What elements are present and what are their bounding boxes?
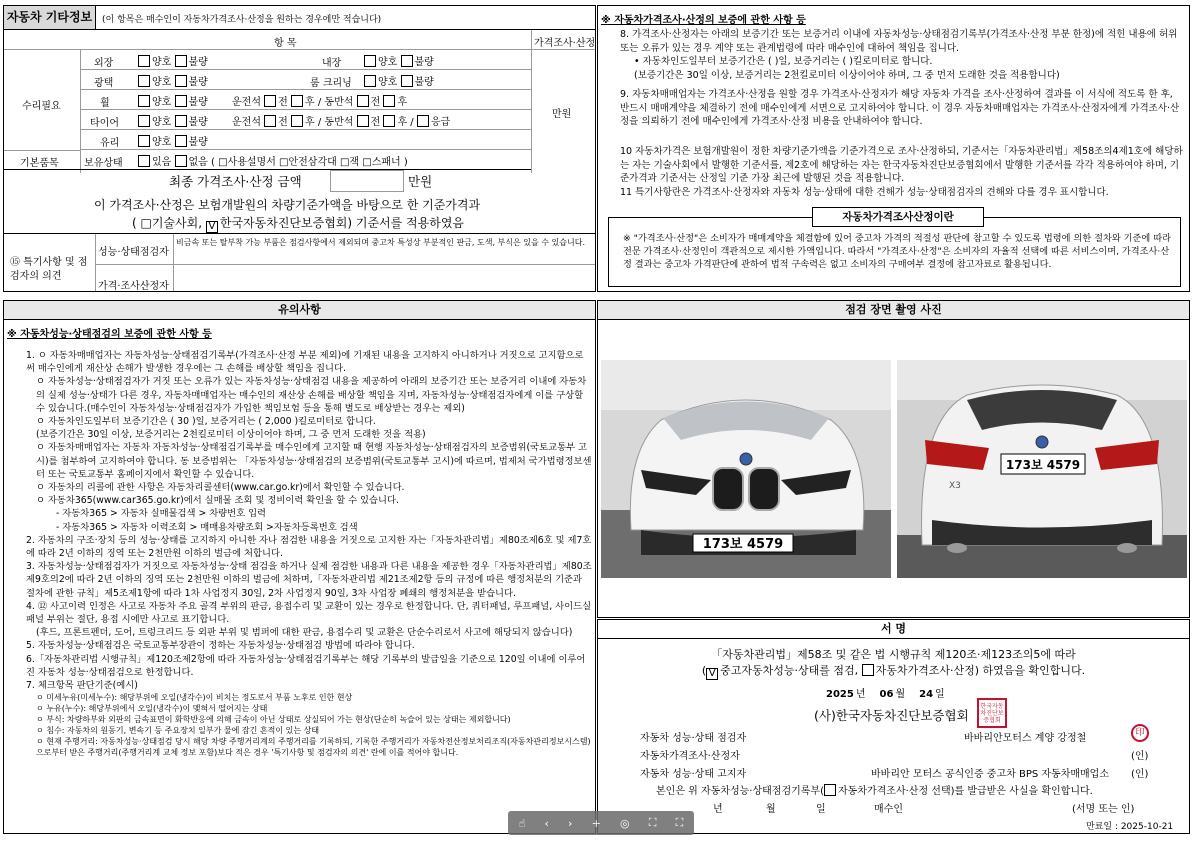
viewer-target-icon[interactable]: ◎ [620,816,630,830]
notifier-row-value: 바바리안 모터스 공식인증 중고차 BPS 자동차매매업소 [871,769,1109,780]
row-tire [80,110,531,130]
note-item: ㅇ 자동차성능·상태점검자가 거짓 또는 오류가 있는 자동차성능·상태점검 내용을 제공하여 아래의 보증기간 또는 보증거리 이내에 자동차의 실제 성능·상태가 다른 경우, 자동차매매업자는 매수인의 재산상 손해를 배상할 책임을 지며, 자동차성능·상태점검자에게 이를 구상할 수 있습니다.(매수인이 자동차성능·상태점검자가 가입한 책임보험 등을 통해 별도로 배상받는 경우는 제외) [36,376,587,414]
standard-line-1: 이 가격조사·산정은 보험개발원의 차량기준가액을 바탕으로 한 기준가격과 [94,198,481,212]
inspector-row-value: 바바리안모터스 계양 강정철 [964,733,1087,744]
basic-items-label: 기본품목 [20,158,59,169]
appraiser-row-label: 자동차가격조사·산정자 [640,751,740,762]
viewer-zoom-in-icon[interactable]: + [591,816,601,830]
label-exterior: 외장 [94,58,114,69]
section-title: 자동차 기타정보 [4,6,96,29]
good-label: 양호 [152,117,172,128]
sig-month: 06 [879,689,894,700]
org-seal [977,698,1007,728]
viewer-fullscreen-icon[interactable]: ⛶ [675,816,684,829]
note-item: 1. ㅇ 자동차매매업자는 자동차성능·상태점검기록부(가격조사·산정 부분 제외)에 기재된 내용을 고지하지 아니하거나 거짓으로 고지함으로써 매수인에게 재산상 손해가 발생한 경우에는 그 손해를 배상할 책임을 집니다. [26,350,584,375]
checkbox-tire-pass-front[interactable] [357,115,369,127]
checkbox-wheel-good[interactable] [138,95,150,107]
label-emergency: 응급 [430,117,451,128]
note-item: 6.「자동차관리법 시행규칙」제120조제2항에 따라 자동차성능·상태점검기록부는 해당 기록부의 발급일을 기준으로 120일 이내에 이루어진 자동차 성능·상태점검으로 한정합니다. [26,653,586,678]
signature-date [826,685,945,700]
label-interior: 내장 [322,58,342,69]
checkbox-tire-pass-rear[interactable] [383,115,395,127]
guarantee-clause-11: 11 특기사항란은 가격조사·산정자와 자동차 성능·상태에 대한 견해가 성능·상태점검자의 견해와 다를 경우 표시합니다. [620,187,1109,198]
special-notes-label: ⑮ 특기사항 및 점검자의 의견 [10,257,88,282]
row-glass [80,130,531,150]
bad-label: 불량 [414,77,434,88]
note-item: ㅇ 현재 주행거리: 자동차성능·상태점검 당시 해당 차량 주행거리계의 주행거리를 기록하되, 기록한 주행거리가 자동차전산정보처리조직(자동차관리정보시스템)으로부터 받은 주행거리(주행거리계 교체 정보 포함)보다 적은 경우 '특기사항 및 점검자의 의견' 란에 이를 적어야 합니다. [36,737,591,758]
checkbox-glass-good[interactable] [138,135,150,147]
label-wheel: 휠 [100,98,110,109]
checkbox-exterior-good[interactable] [138,55,150,67]
good-label: 양호 [152,137,172,148]
viewer-hand-icon[interactable]: ☝ [518,816,526,830]
label-tire: 타이어 [90,118,119,129]
label-front: 전 [370,117,381,128]
bad-label: 불량 [414,57,434,68]
inspector-row-label: 자동차 성능·상태 점검자 [640,733,747,744]
final-amount-label: 최종 가격조사·산정 금액 [169,174,302,189]
checkbox-tire-emergency[interactable] [417,115,429,127]
front-car-photo [601,360,891,578]
bad-label: 불량 [188,57,208,68]
inspector-opinion: 비금속 또는 탈부착 가능 부품은 점검사항에서 제외되며 중고차 특성상 부분적인 판금, 도색, 부식은 있을 수 있습니다. [176,238,585,247]
row-gloss [80,70,531,90]
owned-yes-label: 있음 [152,157,172,168]
note-item: 7. 체크항목 판단기준(예시) [26,680,138,692]
notes-header: 유의사항 [4,301,595,320]
clause-8-period: • 자동차인도일부터 보증기간은 ( )일, 보증거리는 ( )킬로미터로 합니다. [634,56,933,67]
checkbox-owned-no[interactable] [175,155,187,167]
label-front: 전 [278,117,288,128]
notes-title: ※ 자동차성능·상태점검의 보증에 관한 사항 등 [7,329,212,340]
photos-header: 점검 장면 촬영 사진 [598,301,1189,320]
bad-label: 불량 [188,97,208,108]
owned-items-list: ( □사용설명서 □안전삼각대 □잭 □스패너 ) [211,157,408,168]
notifier-row-seal: (인) [1131,769,1149,780]
buyer-month-unit: 월 [766,804,776,815]
note-item: ㅇ 누유(누수): 해당부위에서 오일(냉각수)이 맺혀서 떨어지는 상태 [36,704,268,714]
bad-label: 불량 [188,117,208,128]
checkbox-wheel-pass-front[interactable] [357,95,369,107]
checkbox-wheel-pass-rear[interactable] [383,95,395,107]
checkbox-price-appraisal[interactable] [862,664,874,676]
std-technical-society: ( □기술사회, [132,216,203,230]
viewer-next-icon[interactable]: › [568,816,573,830]
label-front: 전 [370,97,381,108]
rear-car-photo [897,360,1187,578]
clause-8-note: (보증기간은 30일 이상, 보증거리는 2천킬로미터 이상이어야 하며, 그 중 먼저 도래한 것을 적용합니다) [634,69,1060,81]
price-guarantee-section [597,5,1190,292]
label-rear: 후 [397,97,408,108]
guarantee-clause-9: 9. 자동차매매업자는 가격조사·산정을 원할 경우 가격조사·산정자가 해당 자동차 가격을 조사·산정하여 결과를 이 서식에 적도록 한 후, 반드시 매매계약을 체결하기 전에 매수인에게 서면으로 고지하여야 합니다. 이 경우 자동차매매업자는 가격조사·산정자에게 가격조사·산정을 의뢰하기 전에 매수인에게 가격조사·산정 비용을 안내하여야 합니다. [620,89,1180,127]
checkbox-performance-inspection[interactable]: V [706,668,718,680]
label-rear-passenger: 후 / 동반석 [305,97,354,108]
guarantee-clause-8 [620,28,1185,82]
standard-line-2 [132,214,464,233]
sig-paren: ( [701,664,707,677]
col-price-header: 가격조사·산정 [534,38,596,49]
viewer-prev-icon[interactable]: ‹ [544,816,549,830]
row-basic-items [4,150,531,170]
note-item: (후드, 프론트펜더, 도어, 트렁크리드 등 외판 부위 및 범퍼에 대한 판금, 용접수리 및 교환은 단순수리로서 사고에 해당되지 않습니다) [36,627,573,639]
label-glass: 유리 [100,138,120,149]
note-item: 4. ⑫ 사고이력 인정은 사고로 자동차 주요 골격 부위의 판금, 용접수리 및 교환이 있는 경우로 한정합니다. 단, 쿼터패널, 루프패널, 사이드실패널 부위는 절단, 용접 시에만 사고로 표기합니다. [26,600,592,626]
sig-performance-text: 중고자동차성능·상태를 점검, [720,664,859,677]
section-subtitle: (이 항목은 매수인이 자동차가격조사·산정을 원하는 경우에만 적습니다) [102,15,382,25]
checkbox-wheel-bad[interactable] [175,95,187,107]
std-kaida: 한국자동차진단보증협회) 기준서를 적용하였음 [219,216,465,230]
row-exterior [80,50,531,70]
note-item: 5. 자동차성능·상태점검은 국토교통부장관이 정하는 자동차성능·상태점검 방법에 따라야 합니다. [26,640,415,652]
checkbox-room-good[interactable] [364,75,376,87]
note-item: 3. 자동차성능·상태점검자가 거짓으로 자동차성능·상태 점검을 하거나 실제 점검한 내용과 다른 내용을 제공한 경우「자동차관리법」제80조제9호의2에 따라 2년 이하의 징역 또는 2천만원 이하의 벌금에 처하며,「자동차관리법 제21조제2항 등의 규정에 따른 행정처분의 기준과 절차에 관한 규칙」제5조제1항에 따라 1차 사업정지 30일, 2차 사업정지 90일, 3차 사업장 폐쇄의 행정처분을 받습니다. [26,561,592,599]
final-amount-unit: 만원 [408,174,433,189]
label-front: 전 [278,97,288,108]
checkbox-tire-driver-front[interactable] [264,115,276,127]
note-item: ㅇ 침수: 자동차의 원동기, 변속기 등 주요장치 일부가 물에 잠긴 흔적이 있는 상태 [36,726,320,736]
signature-line-2 [598,662,1189,680]
label-room-cleaning: 룸 크리닝 [310,78,352,89]
price-manwon: 만원 [552,109,572,120]
checkbox-room-bad[interactable] [401,75,413,87]
checkbox-gloss-good[interactable] [138,75,150,87]
receipt-text-b: 자동차가격조사·산정 선택)를 발급받은 사실을 확인합니다. [838,786,1093,797]
buyer-sign-placeholder: (서명 또는 인) [1072,804,1135,815]
owned-status-label: 보유상태 [84,158,123,169]
signature-org: (사)한국자동차진단보증협회 [814,708,969,723]
col-item-header: 항 목 [274,38,297,49]
bad-label: 불량 [188,77,208,88]
label-gloss: 광택 [94,78,114,89]
note-item: (보증기간은 30일 이상, 보증거리는 2천킬로미터 이상이어야 하며, 그 중 먼저 도래한 것을 적용) [36,429,426,441]
sig-day: 24 [919,689,934,700]
checkbox-interior-good[interactable] [364,55,376,67]
good-label: 양호 [152,97,172,108]
checkbox-wheel-driver-front[interactable] [264,95,276,107]
price-guarantee-title: ※ 자동차가격조사·산정의 보증에 관한 사항 등 [601,15,806,26]
note-item: 2. 자동차의 구조·장치 등의 성능·상태를 고지하지 아니한 자나 점검한 내용을 거짓으로 고지한 자는「자동차관리법」제80조제6호 및 제7호에 따라 2년 이하의 징역 또는 2천만원 이하의 벌금에 처합니다. [26,534,592,560]
expiry-date: 만료일 : 2025-10-21 [1086,822,1174,832]
checkbox-exterior-bad[interactable] [175,55,187,67]
rear-plate-text: 173보 4579 [1005,458,1081,472]
sig-price-text: 자동차가격조사·산정) 하였음을 확인합니다. [875,664,1086,677]
checkbox-kaida-checked[interactable]: V [206,221,218,233]
checkbox-gloss-bad[interactable] [175,75,187,87]
note-item: ㅇ 미세누유(미세누수): 해당부위에 오일(냉각수)이 비치는 정도로서 부품 노후로 인한 현상 [36,693,353,703]
notes-list [26,349,592,758]
note-item: - 자동차365 > 자동차 이력조회 > 매매용차량조회 >자동차등록번호 검색 [56,521,358,533]
label-driver: 운전석 [232,117,261,128]
model-badge-text: X3 [949,481,961,491]
special-notes-section [4,233,595,291]
appraiser-label: 가격·조사산정자 [98,281,169,292]
checkbox-tire-driver-rear[interactable] [291,115,303,127]
org-seal-text: 한국자동차진단보증협회 [980,703,1004,724]
label-driver: 운전석 [232,97,261,108]
checkbox-wheel-driver-rear[interactable] [291,95,303,107]
front-plate-text: 173보 4579 [702,537,784,552]
viewer-fit-icon[interactable]: ⛶ [648,816,657,829]
appraiser-row-value: (인) [1131,751,1149,762]
receipt-confirmation [656,782,1093,797]
sig-year-unit: 년 [855,689,866,700]
checkbox-tire-good[interactable] [138,115,150,127]
final-amount-field[interactable] [330,170,404,192]
buyer-year-unit: 년 [713,804,723,815]
notifier-row-label: 자동차 성능·상태 고지자 [640,769,747,780]
notes-section [3,300,596,834]
label-rear-passenger: 후 / 동반석 [305,117,354,128]
price-definition-text: ※ "가격조사·산정"은 소비자가 매매계약을 체결함에 있어 중고차 가격의 적절성 판단에 참고할 수 있도록 법령에 의한 절차와 기준에 따라 전문 가격조사·산정인이 객관적으로 제시한 가액입니다. 따라서 "가격조사·산정"은 소비자의 자율적 선택에 따른 서비스이며, 가격조사·산정 결과는 중고차 가격판단에 관하여 법적 구속력은 없고 소비자의 구매여부 결정에 참고자료로 활용됩니다. [623,233,1171,270]
buyer-label: 매수인 [874,804,903,815]
row-wheel [80,90,531,110]
sig-year: 2025 [826,689,854,700]
viewer-controls [508,811,694,835]
buyer-day-unit: 일 [816,804,826,815]
owned-no-label: 없음 [188,157,208,168]
repair-label: 수리필요 [22,101,61,112]
checkbox-tire-bad[interactable] [175,115,187,127]
good-label: 양호 [378,57,398,68]
receipt-text-a: 본인은 위 자동차성능·상태점검기록부( [656,786,824,797]
signature-header: 서 명 [598,620,1189,639]
note-item: - 자동차365 > 자동차 실매물검색 > 차량번호 입력 [56,508,267,520]
inspector-seal-icon: 印 [1131,724,1149,742]
good-label: 양호 [152,77,172,88]
note-item: ㅇ 자동차의 리콜에 관한 사항은 자동차리콜센터(www.car.go.kr)에서 확인할 수 있습니다. [36,482,405,494]
checkbox-glass-bad[interactable] [175,135,187,147]
checkbox-receipt-price[interactable] [824,784,836,796]
price-definition-title: 자동차가격조사산정이란 [812,207,984,227]
clause-8-text: 8. 가격조사·산정자는 아래의 보증기간 또는 보증거리 이내에 자동차성능·상태점검기록부(가격조사·산정 부분 한정)에 적힌 내용에 허위 또는 오류가 있는 경우 계약 또는 관계법령에 따라 매수인에 대하여 책임을 집니다. [620,29,1178,54]
note-item: ㅇ 자동차365(www.car365.go.kr)에서 실매물 조회 및 정비이력 확인을 할 수 있습니다. [36,495,399,507]
note-item: ㅇ 부식: 차량하부와 외판의 금속표면이 화학반응에 의해 금속이 아닌 상태로 상실되어 가는 현상(단순히 녹슬어 있는 상태는 제외합니다) [36,715,511,725]
photos-section [597,300,1190,618]
good-label: 양호 [378,77,398,88]
note-item: ㅇ 자동차인도일부터 보증기간은 ( 30 )일, 보증거리는 ( 2,000 )킬로미터로 합니다. [36,416,376,428]
checkbox-interior-bad[interactable] [401,55,413,67]
bad-label: 불량 [188,137,208,148]
signature-line-1: 「자동차관리법」제58조 및 같은 법 시행규칙 제120조·제123조의5에 따라 [711,648,1076,661]
good-label: 양호 [152,57,172,68]
inspector-label: 성능·상태점검자 [98,247,169,258]
label-rear-slash: 후 / [397,117,414,128]
signature-section [597,619,1190,834]
sig-day-unit: 일 [935,689,945,700]
guarantee-clause-10: 10 자동차가격은 보험개발원이 정한 차량기준가액을 기준가격으로 조사·산정하되, 기준서는「자동차관리법」제58조의4제1호에 해당하는 자는 기술사회에서 발행한 기준서를, 제2호에 해당하는 자는 한국자동차진단보증협회에서 발행한 기준서를 각각 적용하여야 하며, 기준가격과 기준서는 산정일 기준 가장 최근에 발행된 것을 적용합니다. [620,146,1183,184]
checkbox-owned-yes[interactable] [138,155,150,167]
price-definition-box [608,217,1181,287]
sig-month-unit: 월 [895,689,906,700]
note-item: ㅇ 자동차매매업자는 자동차 자동차성능·상태점검기록부를 매수인에게 고지할 때 현행 자동차성능·상태점검자의 보증범위(국토교통부 고시)를 첨부하여 고지하여야 합니다. 동 보증범위는 「자동차성능·상태점검의 보증범위(국토교통부 고시)에 따르며, 법제처 국가법령정보센터 또는 국토교통부 홈페이지에서 확인할 수 있습니다. [36,442,592,480]
vehicle-other-info-section [3,5,596,292]
